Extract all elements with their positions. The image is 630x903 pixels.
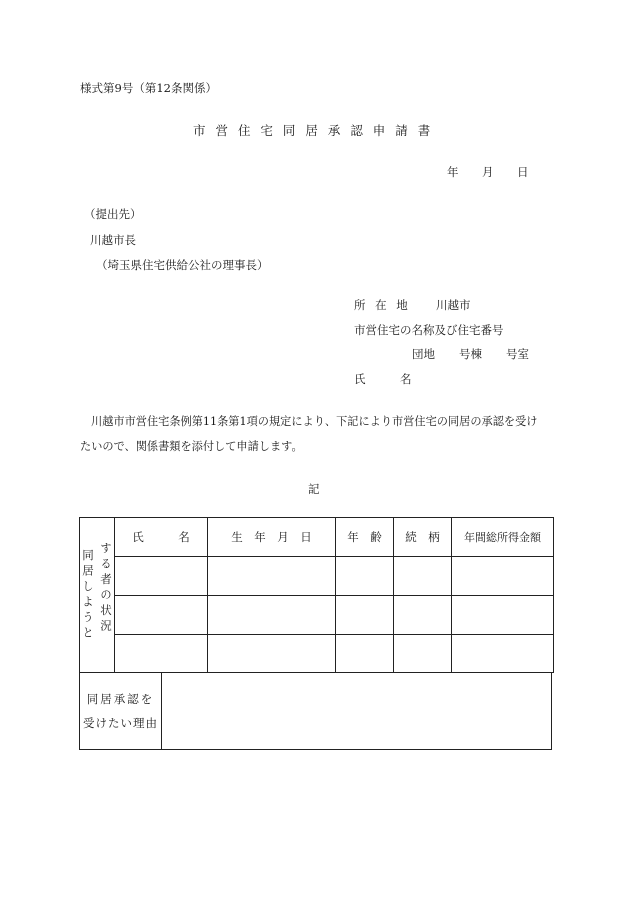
goushitsu-label: 号室	[506, 347, 529, 361]
cell-birthdate-3[interactable]	[208, 635, 336, 673]
cell-name-3[interactable]	[115, 635, 208, 673]
reason-section	[79, 672, 552, 750]
table-row	[80, 557, 554, 596]
cell-relationship-1[interactable]	[394, 557, 452, 596]
date-day: 日	[517, 165, 529, 179]
side-label-col1: 同居しようと	[81, 548, 95, 642]
header-birthdate: 生 年 月 日	[208, 518, 336, 557]
reason-label	[80, 672, 162, 749]
cell-relationship-2[interactable]	[394, 596, 452, 635]
reason-input-area[interactable]	[162, 672, 551, 749]
cell-age-1[interactable]	[336, 557, 394, 596]
cell-income-3[interactable]	[452, 635, 554, 673]
header-income: 年間総所得金額	[452, 518, 554, 557]
cell-relationship-3[interactable]	[394, 635, 452, 673]
cell-birthdate-1[interactable]	[208, 557, 336, 596]
name-label: 氏 名	[354, 372, 412, 386]
ki-label: 記	[308, 482, 320, 496]
address-value: 川越市	[436, 298, 471, 312]
date-year: 年	[447, 165, 459, 179]
cell-name-1[interactable]	[115, 557, 208, 596]
header-relationship: 続 柄	[394, 518, 452, 557]
side-label-col2: する者の状況	[99, 541, 113, 635]
body-line-1: 川越市市営住宅条例第11条第1項の規定により、下記により市営住宅の同居の承認を受け	[91, 415, 538, 428]
reason-label-line1: 同居承認を	[86, 691, 155, 706]
cell-income-1[interactable]	[452, 557, 554, 596]
table-row	[80, 596, 554, 635]
gotou-label: 号棟	[459, 347, 482, 361]
address-label: 所 在 地	[354, 298, 411, 312]
date-month: 月	[482, 165, 494, 179]
recipient-alt: （埼玉県住宅供給公社の理事長）	[96, 258, 269, 272]
reason-label-line2: 受けたい理由	[83, 715, 158, 730]
header-name: 氏 名	[115, 518, 208, 557]
recipient-name: 川越市長	[90, 233, 136, 247]
table-row	[80, 635, 554, 673]
page-title: 市 営 住 宅 同 居 承 認 申 請 書	[193, 123, 434, 138]
body-line-2: たいので、関係書類を添付して申請します。	[80, 440, 303, 453]
cell-birthdate-2[interactable]	[208, 596, 336, 635]
side-label-cell	[80, 518, 115, 673]
cell-income-2[interactable]	[452, 596, 554, 635]
cell-age-3[interactable]	[336, 635, 394, 673]
housing-label: 市営住宅の名称及び住宅番号	[354, 323, 504, 337]
table-header-row	[80, 518, 554, 557]
cell-age-2[interactable]	[336, 596, 394, 635]
form-number: 様式第9号（第12条関係）	[80, 81, 217, 95]
cohabitant-table	[79, 517, 554, 673]
cell-name-2[interactable]	[115, 596, 208, 635]
header-age: 年 齢	[336, 518, 394, 557]
danchi-label: 団地	[412, 347, 435, 361]
recipient-label: （提出先）	[84, 207, 142, 221]
